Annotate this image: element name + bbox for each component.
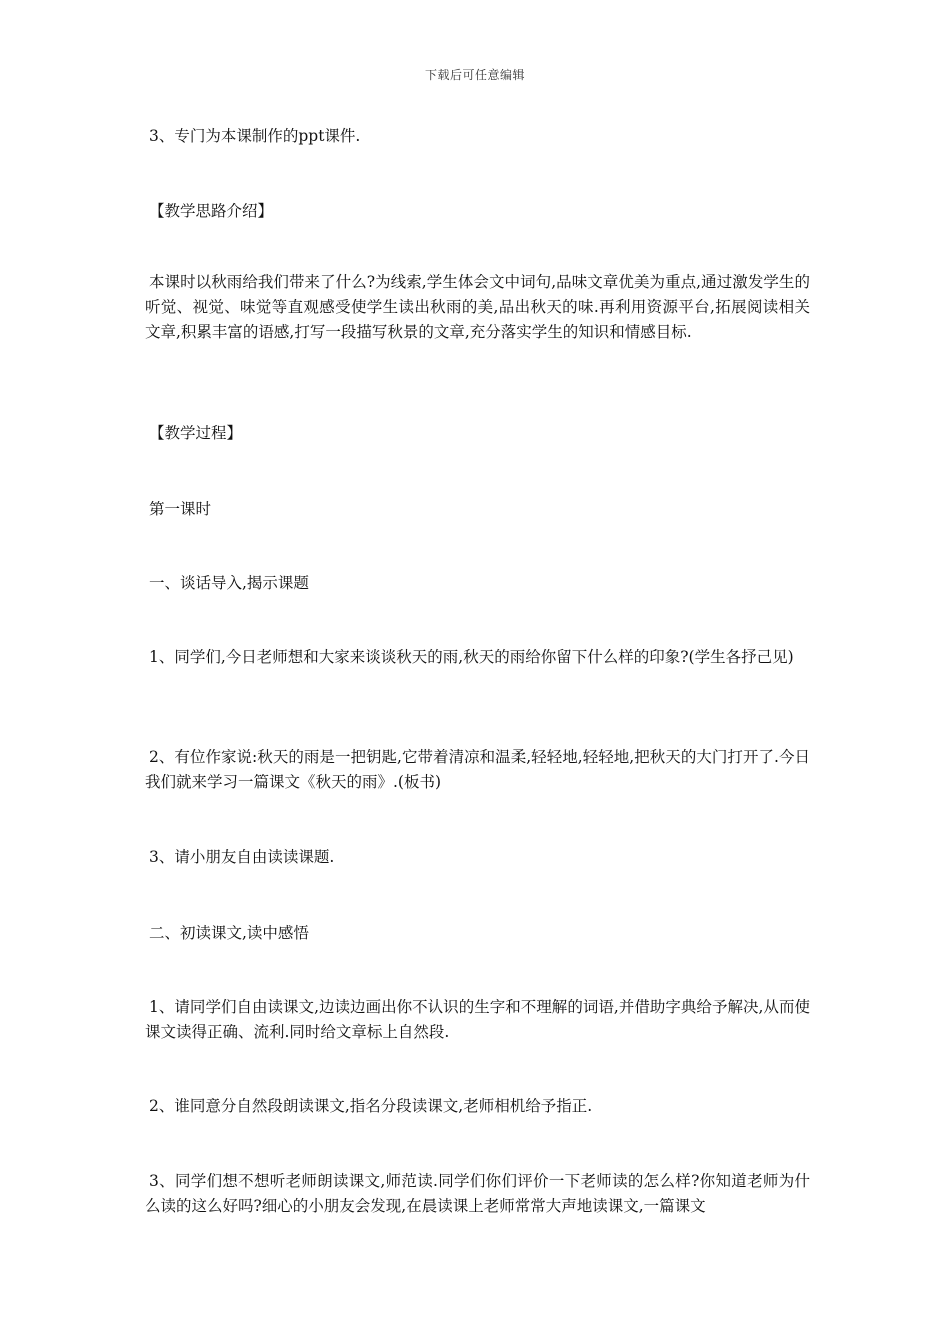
- paragraph-intro-3: 3、请小朋友自由读读课题.: [149, 848, 335, 866]
- paragraph-reading-1: 1、请同学们自由读课文,边读边画出你不认识的生字和不理解的词语,并借助字典给予解决,从而使课文读得正确、流利.同时给文章标上自然段.: [145, 998, 810, 1041]
- step-heading-first-reading: 二、初读课文,读中感悟: [149, 924, 309, 942]
- paragraph-teaching-approach: 本课时以秋雨给我们带来了什么?为线索,学生体会文中词句,品味文章优美为重点,通过激发学生的听觉、视觉、味觉等直观感受使学生读出秋雨的美,品出秋天的味.再利用资源平台,拓展阅读相关文章,积累丰富的语感,打写一段描写秋景的文章,充分落实学生的知识和情感目标.: [145, 273, 810, 341]
- section-heading-teaching-approach: 【教学思路介绍】: [149, 202, 274, 220]
- paragraph-materials-3: 3、专门为本课制作的ppt课件.: [149, 127, 361, 145]
- paragraph-intro-1: 1、同学们,今日老师想和大家来谈谈秋天的雨,秋天的雨给你留下什么样的印象?(学生各抒己见): [149, 648, 794, 666]
- paragraph-reading-3: 3、同学们想不想听老师朗读课文,师范读.同学们你们评价一下老师读的怎么样?你知道老师为什么读的这么好吗?细心的小朋友会发现,在晨读课上老师常常大声地读课文,一篇课文: [145, 1172, 810, 1215]
- paragraph-intro-2: 2、有位作家说:秋天的雨是一把钥匙,它带着清凉和温柔,轻轻地,轻轻地,把秋天的大门打开了.今日我们就来学习一篇课文《秋天的雨》.(板书): [145, 748, 810, 791]
- paragraph-reading-2: 2、谁同意分自然段朗读课文,指名分段读课文,老师相机给予指正.: [149, 1097, 593, 1115]
- step-heading-intro: 一、谈话导入,揭示课题: [149, 574, 309, 592]
- section-heading-teaching-process: 【教学过程】: [149, 424, 243, 442]
- lesson-heading-first: 第一课时: [149, 500, 212, 518]
- page-header: 下载后可任意编辑: [424, 68, 525, 82]
